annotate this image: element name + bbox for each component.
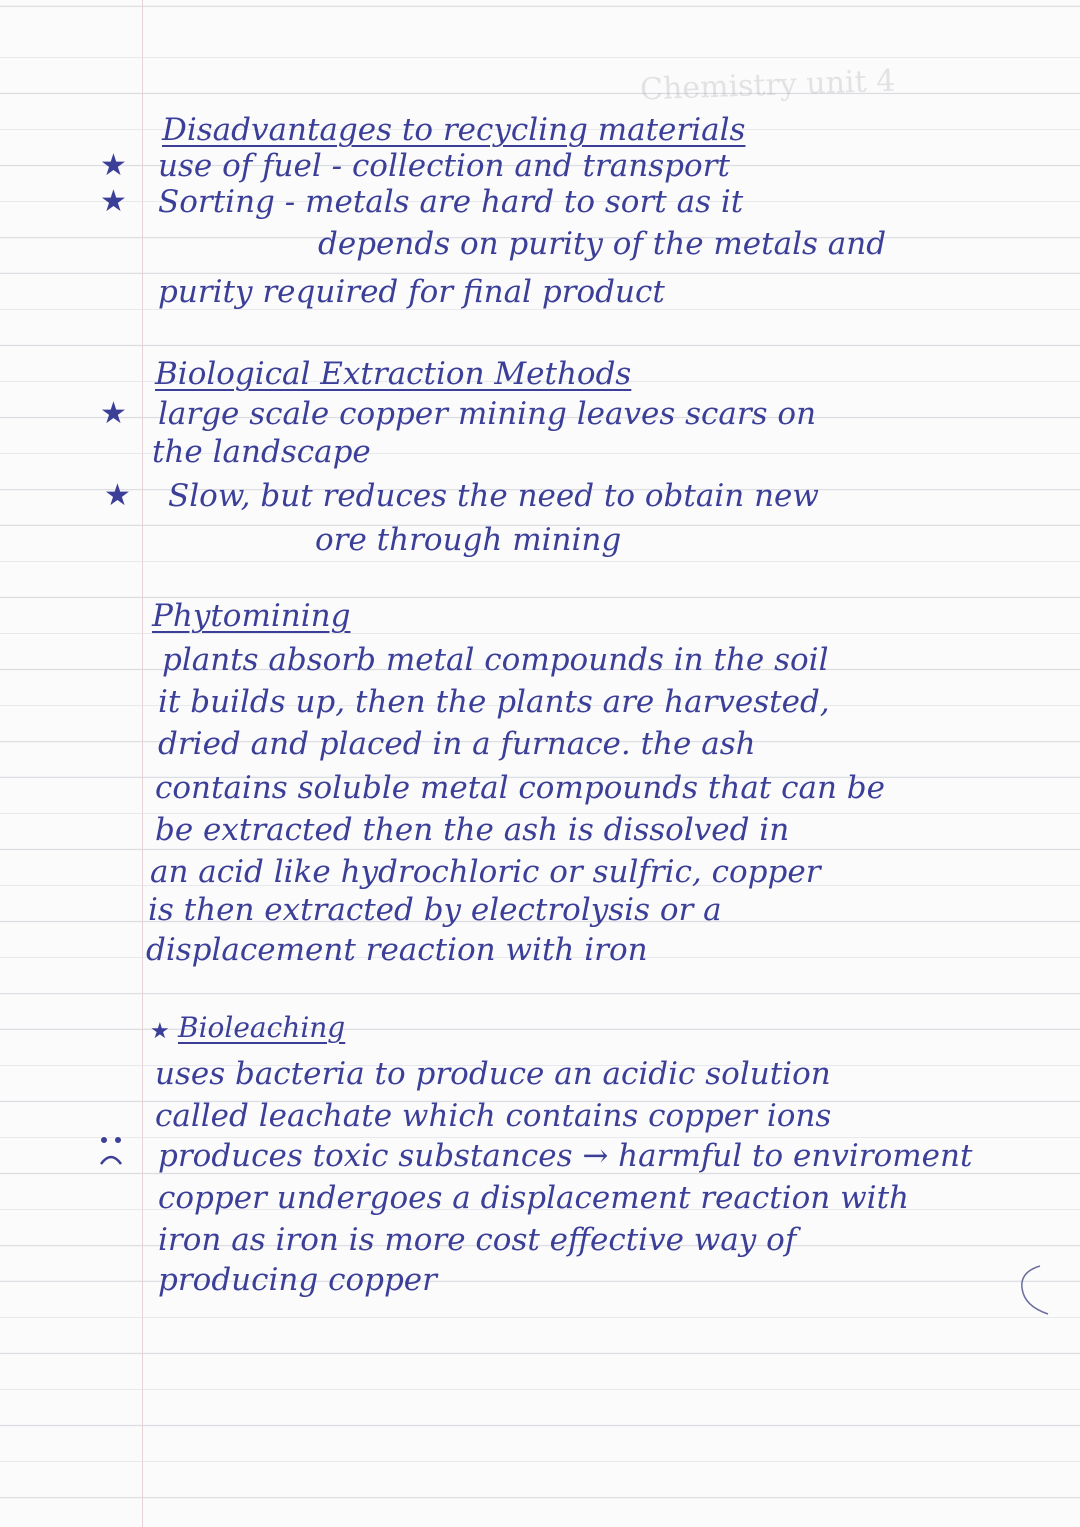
star-icon: ★ [150,1019,170,1044]
margin-line [142,0,143,1527]
star-icon: ★ [100,396,127,431]
phytomining-line-4: contains soluble metal compounds that can be [155,770,885,806]
bioleaching-line-4: copper undergoes a displacement reaction with [158,1180,909,1216]
bioleaching-line-1: uses bacteria to produce an acidic solution [155,1056,831,1092]
bioleaching-line-6: producing copper [158,1262,437,1298]
heading-biological-extraction: Biological Extraction Methods [155,356,632,392]
heading-bioleaching: Bioleaching [178,1011,346,1044]
sad-face-icon [95,1134,127,1170]
pen-scribble [1000,1262,1060,1322]
bioleaching-line-5: iron as iron is more cost effective way of [158,1222,797,1258]
heading-phytomining: Phytomining [152,598,351,634]
bioleaching-line-2: called leachate which contains copper ions [155,1098,832,1134]
phytomining-line-8: displacement reaction with iron [146,932,648,968]
phytomining-line-3: dried and placed in a furnace. the ash [158,726,756,762]
phytomining-line-2: it builds up, then the plants are harvested, [158,684,830,720]
biological-line-1: large scale copper mining leaves scars on [158,396,817,432]
phytomining-line-7: is then extracted by electrolysis or a [148,892,722,928]
biological-line-2: the landscape [152,434,371,470]
star-icon: ★ [100,148,127,183]
bioleaching-line-3: produces toxic substances → harmful to enviroment [158,1138,973,1174]
recycling-line-2: Sorting - metals are hard to sort as it [158,184,744,220]
recycling-line-1: use of fuel - collection and transport [158,148,730,184]
heading-recycling-disadvantages: Disadvantages to recycling materials [162,112,746,148]
ghost-text: Chemistry unit 4 [639,63,896,108]
biological-line-4: ore through mining [315,522,622,558]
recycling-line-4: purity required for final product [158,274,665,310]
star-icon: ★ [104,478,131,513]
phytomining-line-6: an acid like hydrochloric or sulfric, copper [150,854,821,890]
star-icon: ★ [100,184,127,219]
phytomining-line-5: be extracted then the ash is dissolved in [155,812,790,848]
biological-line-3: Slow, but reduces the need to obtain new [168,478,819,514]
recycling-line-3: depends on purity of the metals and [318,226,887,262]
phytomining-line-1: plants absorb metal compounds in the soil [162,642,829,678]
